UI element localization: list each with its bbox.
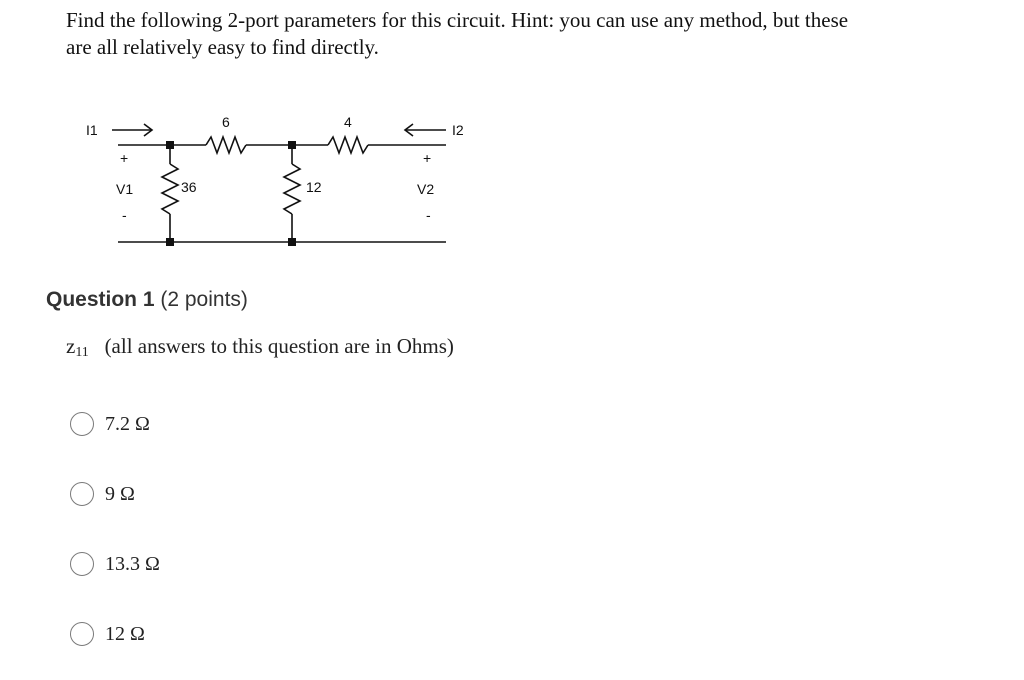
answer-option-1[interactable] — [70, 412, 150, 436]
resistor-4 — [328, 137, 368, 153]
parameter-symbol — [66, 334, 89, 358]
v1-label: V1 — [116, 181, 134, 197]
parameter-subscript: 11 — [75, 345, 89, 360]
question-text — [66, 334, 454, 361]
answer-option-label: 13.3 Ω — [105, 552, 160, 575]
radio-button[interactable] — [70, 482, 94, 506]
node-top-1 — [166, 141, 174, 149]
answer-option-label: 12 Ω — [105, 622, 145, 645]
v2-minus: - — [426, 207, 431, 223]
node-top-2 — [288, 141, 296, 149]
v2-label: V2 — [417, 181, 435, 197]
question-title: Question 1 — [46, 288, 155, 311]
v1-plus: + — [120, 150, 129, 166]
node-bottom-2 — [288, 238, 296, 246]
problem-statement — [66, 7, 966, 61]
resistor-12 — [284, 164, 300, 214]
resistor-12-label: 12 — [306, 179, 322, 195]
question-header — [46, 288, 248, 312]
answer-option-2[interactable] — [70, 482, 135, 506]
answer-option-label: 7.2 Ω — [105, 412, 150, 435]
resistor-6 — [206, 137, 246, 153]
radio-button[interactable] — [70, 622, 94, 646]
problem-statement-line-1: Find the following 2-port parameters for this circuit. Hint: you can use any method, but these — [66, 8, 849, 32]
answer-option-label: 9 Ω — [105, 482, 135, 505]
parameter-variable: z — [66, 334, 76, 358]
radio-button[interactable] — [70, 552, 94, 576]
question-points: (2 points) — [160, 288, 248, 311]
i2-label: I2 — [452, 122, 464, 138]
radio-button[interactable] — [70, 412, 94, 436]
resistor-4-label: 4 — [344, 114, 352, 130]
circuit-diagram — [80, 108, 464, 258]
i1-label: I1 — [86, 122, 98, 138]
question-instruction: (all answers to this question are in Ohms) — [104, 334, 454, 358]
v1-minus: - — [122, 207, 127, 223]
resistor-36 — [162, 164, 178, 214]
resistor-36-label: 36 — [181, 179, 197, 195]
answer-option-4[interactable] — [70, 622, 145, 646]
v2-plus: + — [423, 150, 432, 166]
node-bottom-1 — [166, 238, 174, 246]
resistor-6-label: 6 — [222, 114, 230, 130]
problem-statement-line-2: are all relatively easy to find directly. — [66, 35, 379, 59]
answer-option-3[interactable] — [70, 552, 160, 576]
